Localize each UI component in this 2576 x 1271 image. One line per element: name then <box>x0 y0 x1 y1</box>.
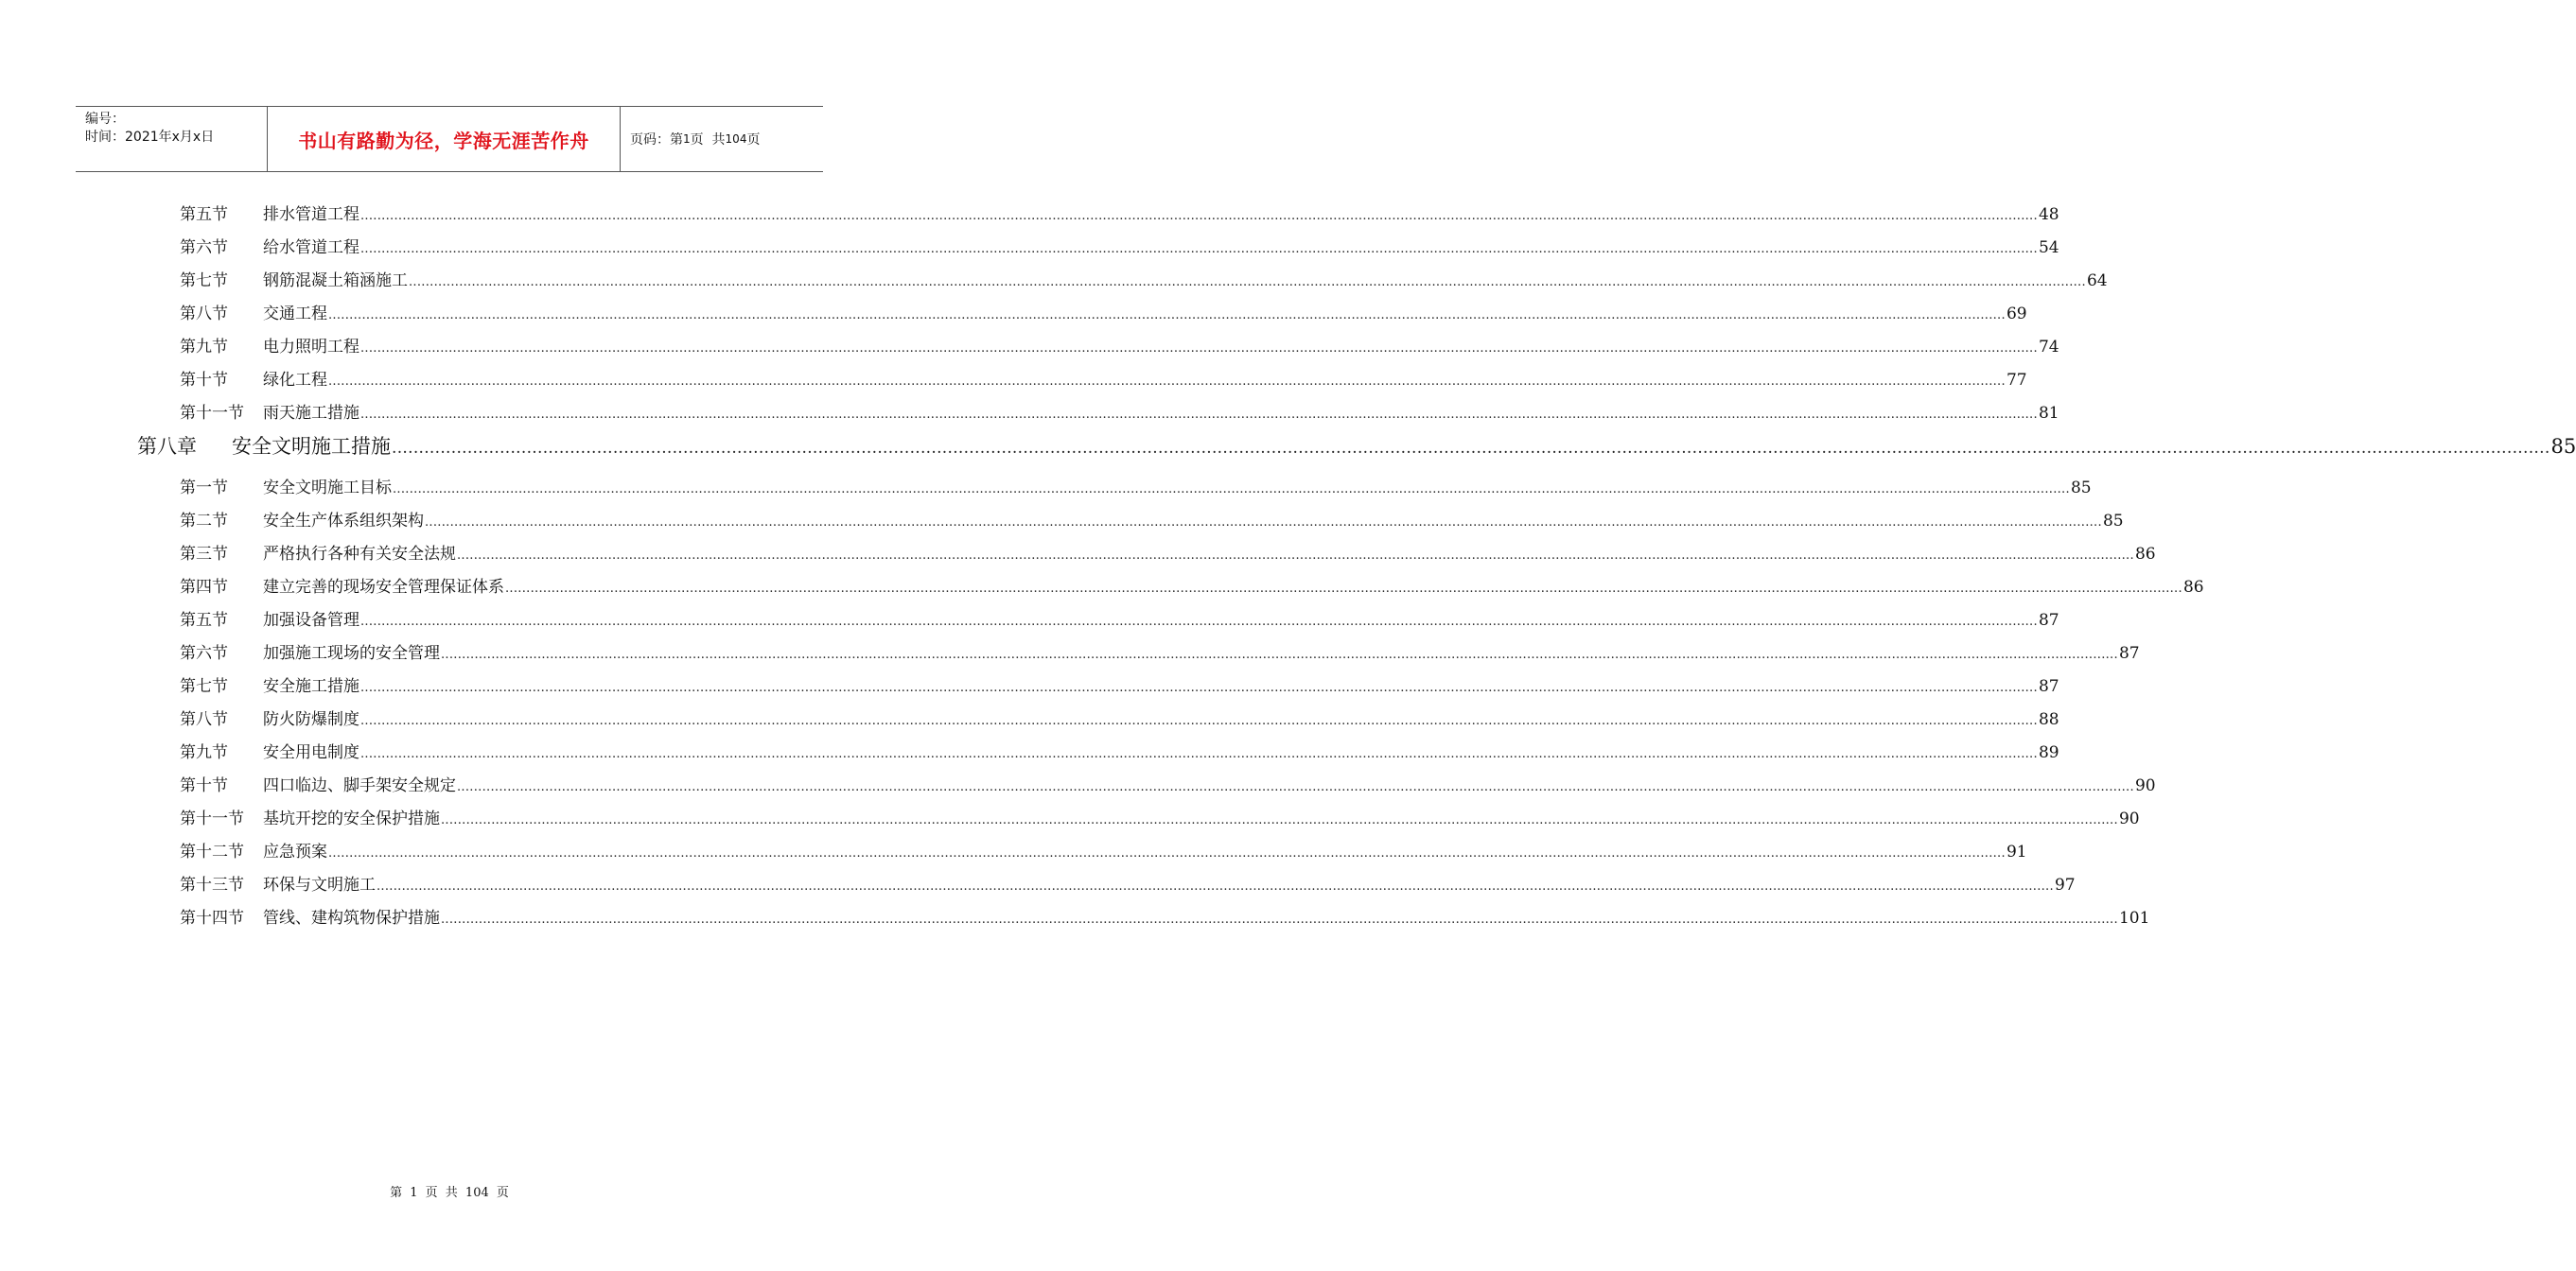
document-time-label: 时间：2021年x月x日 <box>85 130 215 145</box>
toc-section-row <box>180 772 2156 796</box>
toc-title: 防火防爆制度 <box>263 710 359 729</box>
page-prefix: 页码：第 <box>630 132 683 148</box>
toc-number: 第三节 <box>180 545 228 564</box>
toc-leader-dots: ................................................................................................................................................................................................................................................................................................................................................................................................................ <box>328 374 2006 389</box>
toc-number: 第十一节 <box>180 404 244 423</box>
toc-title: 安全施工措施 <box>263 677 359 696</box>
toc-title: 应急预案 <box>263 843 327 862</box>
toc-leader-dots: ................................................................................................................................................................................................................................................................................................................................................................................................................ <box>360 615 2038 629</box>
toc-title: 四口临边、脚手架安全规定 <box>263 776 456 795</box>
page-total: 104 <box>725 132 747 146</box>
document-number-label: 编号： <box>85 112 125 127</box>
toc-page-number: 87 <box>2118 644 2140 663</box>
toc-page-number: 101 <box>2118 909 2150 928</box>
header-meta <box>76 107 267 171</box>
toc-section-row <box>180 333 2059 357</box>
toc-page-number: 69 <box>2006 305 2027 323</box>
toc-number: 第四节 <box>180 578 228 597</box>
toc-section-row <box>180 805 2140 829</box>
toc-page-number: 64 <box>2086 271 2108 290</box>
toc-leader-dots: ................................................................................................................................................................................................................................................................................................................................................................................................................ <box>441 913 2118 927</box>
toc-title: 给水管道工程 <box>263 238 359 257</box>
toc-title: 绿化工程 <box>263 371 327 390</box>
toc-leader-dots: ................................................................................................................................................................................................................................................................................................................................................................................................................ <box>360 714 2038 728</box>
toc-section-row <box>180 200 2059 225</box>
toc-page-number: 88 <box>2038 710 2059 729</box>
toc-page-number: 48 <box>2038 205 2059 224</box>
toc-title: 严格执行各种有关安全法规 <box>263 545 456 564</box>
toc-section-row <box>180 606 2059 631</box>
page-header <box>76 106 823 172</box>
toc-leader-dots: ................................................................................................................................................................................................................................................................................................................................................................................................................ <box>441 648 2118 662</box>
toc-number: 第七节 <box>180 677 228 696</box>
toc-title: 钢筋混凝土箱涵施工 <box>263 271 408 290</box>
toc-leader-dots: ................................................................................................................................................................................................................................................................................................................................................................................................................ <box>360 408 2038 422</box>
toc-leader-dots: ................................................................................................................................................................................................................................................................................................................................................................................................................ <box>360 341 2038 356</box>
toc-title: 加强设备管理 <box>263 611 359 630</box>
toc-number: 第八章 <box>137 435 197 458</box>
header-motto: 书山有路勤为径，学海无涯苦作舟 <box>267 107 621 171</box>
toc-title: 建立完善的现场安全管理保证体系 <box>263 578 504 597</box>
toc-section-row <box>180 904 2150 929</box>
toc-section-row <box>180 573 2204 598</box>
toc-leader-dots: ................................................................................................................................................................................................................................................................................................................................................................................................................ <box>360 209 2038 223</box>
toc-leader-dots: ................................................................................................................................................................................................................................................................................................................................................................................................................ <box>360 242 2038 256</box>
toc-number: 第十节 <box>180 776 228 795</box>
toc-leader-dots: ................................................................................................................................................................................................................................................................................................................................................................................................................ <box>457 780 2134 794</box>
toc-leader-dots: ................................................................................................................................................................................................................................................................................................................................................................................................................ <box>393 482 2070 496</box>
toc-number: 第八节 <box>180 305 228 323</box>
toc-title: 交通工程 <box>263 305 327 323</box>
toc-number: 第五节 <box>180 205 228 224</box>
toc-page-number: 86 <box>2182 578 2204 597</box>
toc-leader-dots: ................................................................................................................................................................................................................................................................................................................................................................................................................ <box>392 439 2550 458</box>
toc-section-row <box>180 639 2140 664</box>
toc-number: 第五节 <box>180 611 228 630</box>
toc-leader-dots: ................................................................................................................................................................................................................................................................................................................................................................................................................ <box>328 846 2006 861</box>
toc-section-row <box>180 366 2027 391</box>
toc-section-row <box>180 540 2156 565</box>
toc-leader-dots: ................................................................................................................................................................................................................................................................................................................................................................................................................ <box>505 582 2182 596</box>
toc-page-number: 81 <box>2038 404 2059 423</box>
toc-number: 第十三节 <box>180 876 244 895</box>
toc-page-number: 74 <box>2038 338 2059 357</box>
toc-number: 第六节 <box>180 238 228 257</box>
page-mid: 页 共 <box>690 132 726 148</box>
toc-section-row <box>180 838 2027 862</box>
toc-section-row <box>180 474 2092 498</box>
page-suffix: 页 <box>746 132 761 148</box>
toc-title: 基坑开挖的安全保护措施 <box>263 810 440 828</box>
toc-title: 管线、建构筑物保护措施 <box>263 909 440 928</box>
toc-page-number: 85 <box>2102 512 2124 531</box>
toc-section-row <box>180 705 2059 730</box>
toc-page-number: 85 <box>2070 479 2092 497</box>
toc-page-number: 85 <box>2550 435 2576 458</box>
toc-section-row <box>180 672 2059 697</box>
toc-number: 第十一节 <box>180 810 244 828</box>
toc-title: 加强施工现场的安全管理 <box>263 644 440 663</box>
toc-page-number: 87 <box>2038 677 2059 696</box>
toc-title: 电力照明工程 <box>263 338 359 357</box>
toc-title: 环保与文明施工 <box>263 876 376 895</box>
toc-number: 第八节 <box>180 710 228 729</box>
toc-page-number: 90 <box>2134 776 2156 795</box>
toc-section-row <box>180 399 2059 424</box>
toc-section-row <box>180 871 2076 896</box>
toc-section-row <box>180 739 2059 763</box>
toc-chapter-row <box>137 431 2576 461</box>
toc-title: 排水管道工程 <box>263 205 359 224</box>
toc-page-number: 97 <box>2054 876 2076 895</box>
toc-page-number: 77 <box>2006 371 2027 390</box>
toc-leader-dots: ................................................................................................................................................................................................................................................................................................................................................................................................................ <box>457 548 2134 563</box>
toc-number: 第十二节 <box>180 843 244 862</box>
page-footer: 第 1 页 共 104 页 <box>390 1186 509 1200</box>
toc-section-row <box>180 234 2059 258</box>
toc-title: 安全文明施工措施 <box>232 435 391 458</box>
toc-title: 安全用电制度 <box>263 743 359 762</box>
toc-leader-dots: ................................................................................................................................................................................................................................................................................................................................................................................................................ <box>409 275 2086 289</box>
toc-section-row <box>180 300 2027 324</box>
toc-number: 第六节 <box>180 644 228 663</box>
toc-number: 第一节 <box>180 479 228 497</box>
toc-leader-dots: ................................................................................................................................................................................................................................................................................................................................................................................................................ <box>425 515 2102 530</box>
toc-number: 第十节 <box>180 371 228 390</box>
toc-number: 第九节 <box>180 743 228 762</box>
toc-page-number: 87 <box>2038 611 2059 630</box>
toc-page-number: 91 <box>2006 843 2027 862</box>
toc-page-number: 90 <box>2118 810 2140 828</box>
toc-section-row <box>180 267 2108 291</box>
toc-number: 第二节 <box>180 512 228 531</box>
toc-title: 安全生产体系组织架构 <box>263 512 424 531</box>
toc-number: 第十四节 <box>180 909 244 928</box>
toc-page-number: 86 <box>2134 545 2156 564</box>
toc-leader-dots: ................................................................................................................................................................................................................................................................................................................................................................................................................ <box>377 879 2054 894</box>
toc-title: 安全文明施工目标 <box>263 479 392 497</box>
toc-number: 第七节 <box>180 271 228 290</box>
toc-leader-dots: ................................................................................................................................................................................................................................................................................................................................................................................................................ <box>328 308 2006 322</box>
toc-leader-dots: ................................................................................................................................................................................................................................................................................................................................................................................................................ <box>441 813 2118 827</box>
toc-number: 第九节 <box>180 338 228 357</box>
page-number: 1 <box>683 132 691 146</box>
toc-leader-dots: ................................................................................................................................................................................................................................................................................................................................................................................................................ <box>360 747 2038 761</box>
header-page-info <box>621 107 823 171</box>
toc-leader-dots: ................................................................................................................................................................................................................................................................................................................................................................................................................ <box>360 681 2038 695</box>
toc-title: 雨天施工措施 <box>263 404 359 423</box>
toc-page-number: 54 <box>2038 238 2059 257</box>
toc-page-number: 89 <box>2038 743 2059 762</box>
toc-section-row <box>180 507 2124 531</box>
